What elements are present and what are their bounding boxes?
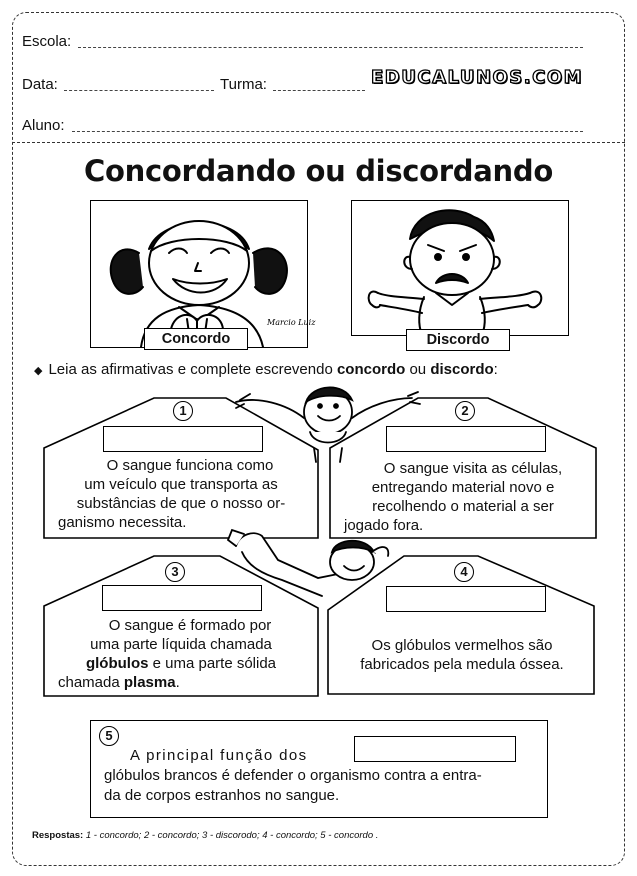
- instruction-word-agree: concordo: [336, 361, 406, 378]
- question-1-text: [48, 456, 314, 532]
- question-3-bold-globulos: glóbulos: [85, 655, 149, 672]
- question-2-answer-box[interactable]: [386, 426, 546, 452]
- question-4-line-2: fabricados pela medula óssea.: [360, 656, 564, 673]
- question-3-line-1: O sangue é formado por: [108, 617, 272, 634]
- school-label: Escola:: [22, 33, 72, 50]
- question-2-number: 2: [455, 401, 475, 421]
- question-1-line-2: um veículo que transporta as: [84, 476, 278, 493]
- question-2-line-3: recolhendo o material a ser: [372, 498, 554, 515]
- question-2-line-2: entregando material novo e: [371, 479, 555, 496]
- question-4-line-1: Os glóbulos vermelhos são: [371, 637, 553, 654]
- question-3-number: 3: [165, 562, 185, 582]
- student-label: Aluno:: [22, 117, 65, 134]
- question-1-line-4: ganismo necessita.: [58, 514, 187, 531]
- disagree-caption: Discordo: [406, 329, 510, 351]
- question-5-line-1: A principal função dos: [130, 747, 308, 764]
- question-4-answer-box[interactable]: [386, 586, 546, 612]
- artist-signature: Marcio Luiz: [267, 318, 316, 327]
- question-5-line-2: glóbulos brancos é defender o organismo contra a entra-: [104, 767, 482, 784]
- question-3-line-4-end: .: [175, 674, 180, 691]
- question-3-line-3-rest: e uma parte sólida: [148, 655, 277, 672]
- bullet-icon: ◆: [34, 365, 43, 377]
- date-label: Data:: [22, 76, 58, 93]
- answer-key-label: Respostas:: [32, 830, 84, 841]
- instruction-suffix: :: [493, 361, 498, 378]
- instruction-middle: ou: [405, 361, 431, 378]
- question-3-bold-plasma: plasma: [123, 674, 176, 691]
- question-2-text: [334, 459, 592, 535]
- question-3-line-2: uma parte líquida chamada: [90, 636, 272, 653]
- class-label: Turma:: [220, 76, 267, 93]
- question-2-line-4: jogado fora.: [344, 517, 424, 534]
- instruction-prefix: Leia as afirmativas e complete escrevendo: [48, 361, 337, 378]
- question-3-answer-box[interactable]: [102, 585, 262, 611]
- question-4-number: 4: [454, 562, 474, 582]
- question-3-text: [48, 616, 314, 692]
- question-5-line-3: da de corpos estranhos no sangue.: [104, 787, 340, 804]
- agree-caption: Concordo: [144, 328, 248, 350]
- question-4-text: [334, 636, 590, 674]
- question-5-answer-box[interactable]: [354, 736, 516, 762]
- question-5-number: 5: [99, 726, 119, 746]
- question-3-line-4-start: chamada: [58, 674, 124, 691]
- question-1-line-3: substâncias de que o nosso or-: [76, 495, 286, 512]
- instruction-word-disagree: discordo: [430, 361, 494, 378]
- question-2-line-1: O sangue visita as células,: [383, 460, 563, 477]
- educalunos-logo: EDUCALUNOS.COM: [371, 67, 584, 88]
- page-title: Concordando ou discordando: [84, 154, 553, 188]
- question-1-answer-box[interactable]: [103, 426, 263, 452]
- answer-key-text: 1 - concordo; 2 - concordo; 3 - discorodo; 4 - concordo; 5 - concordo .: [85, 830, 379, 841]
- answer-key: [32, 830, 378, 841]
- question-1-line-1: O sangue funciona como: [106, 457, 274, 474]
- question-1-number: 1: [173, 401, 193, 421]
